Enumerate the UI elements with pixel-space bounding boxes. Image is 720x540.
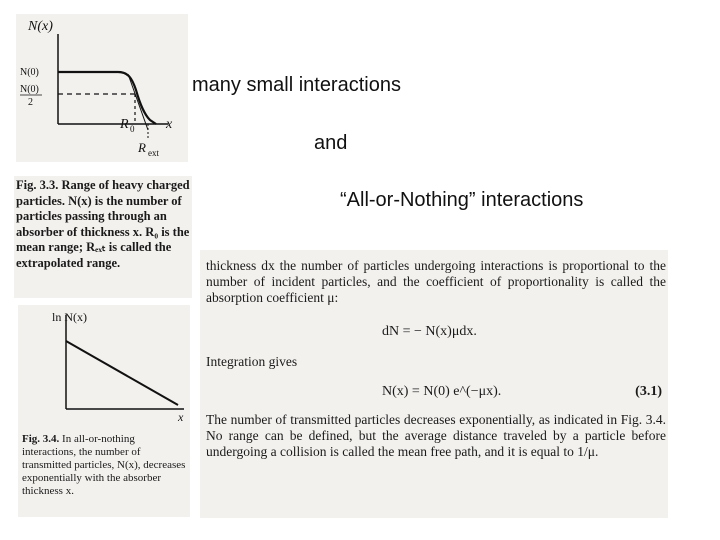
slide-line-2: and [314,132,348,154]
log-decay-line [66,341,178,405]
slide-line-1: many small interactions [192,74,401,96]
fig33-rext: R [138,140,146,155]
fig-3-3-plot [16,14,188,162]
slide-line-3: “All-or-Nothing” interactions [340,189,584,211]
paragraph-exponential: The number of transmitted particles decreases exponentially, as indicated in Fig. 3.4. No range can be defined, but the average distance traveled by a particle before undergoing a collision is called the mean free path, and it is equal to 1/μ. [206,412,666,459]
tangent-line [128,74,148,130]
fig-3-3-caption-label: Fig. 3.3. [16,178,59,192]
fig-3-4-caption [22,433,190,498]
fig-3-4-caption-text: In all-or-nothing interactions, the number of transmitted particles, N(x), decreases exponentially with the absorber thickness x. [22,433,186,497]
text-scan-panel [200,250,668,518]
fig33-xlabel: x [166,117,173,132]
equation-dn: dN = − N(x)μdx. [382,324,477,339]
fig34-ylabel: ln N(x) [52,310,87,324]
fig-3-4-plot [18,305,190,433]
transmission-curve [58,72,156,124]
equation-3-1: N(x) = N(0) e^(−μx). [382,384,502,399]
fig-3-3-panel [16,14,188,162]
fig-3-4-caption-label: Fig. 3.4. [22,433,60,445]
fig33-ylabel: N(x) [28,19,53,34]
fig-3-3-caption-text: Range of heavy charged particles. N(x) is the number of particles passing through an absorber of thickness x. R₀ is the mean range; Rₑₓₜ is called the extrapolated range. [16,178,190,270]
fig-3-4-panel [18,305,190,517]
paragraph-absorption: thickness dx the number of particles undergoing interactions is proportional to the number of incident particles, and the coefficient of proportionality is called the absorption coefficient μ: [206,258,666,305]
fig33-r0-sub: 0 [130,124,135,134]
fig-3-3-caption [14,176,192,298]
fig33-tick-half-den: 2 [28,97,33,108]
fig33-tick-n0: N(0) [20,67,39,78]
equation-number: (3.1) [635,384,662,399]
fig34-xlabel: x [178,410,184,424]
integration-gives: Integration gives [206,354,298,369]
fig33-r0: R [120,117,129,132]
fig33-rext-sub: ext [148,148,159,158]
fig33-tick-half-num: N(0) [20,84,39,95]
